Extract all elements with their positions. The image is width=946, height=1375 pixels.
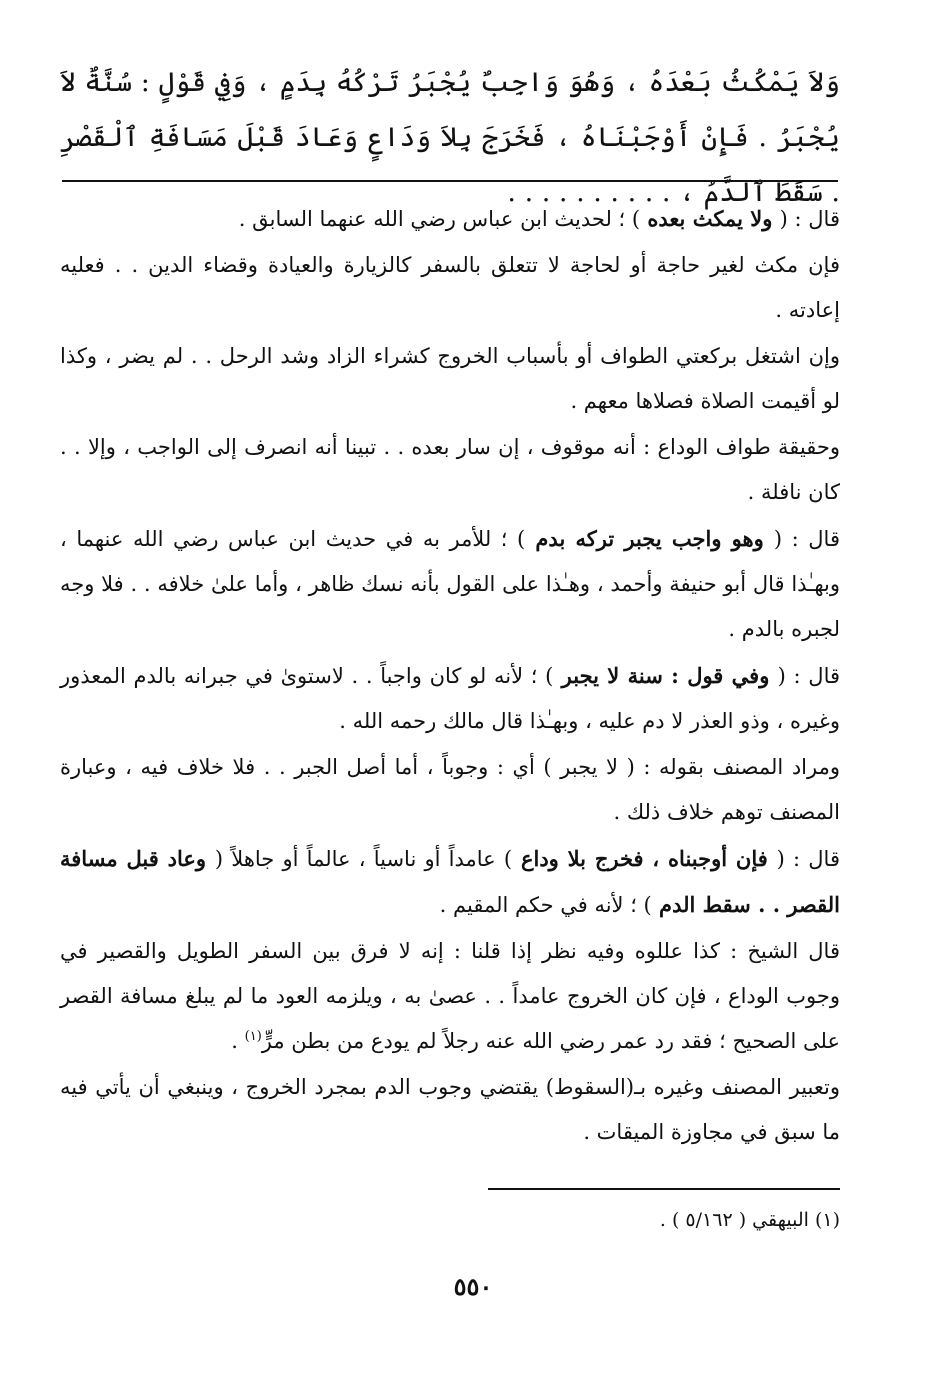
commentary-paragraph-10: وتعبير المصنف وغيره بـ(السقوط) يقتضي وجوب الدم بمجرد الخروج ، وينبغي أن يأتي فيه ما سبق في مجاوزة الميقات . <box>60 1075 840 1144</box>
footnote-reference[interactable]: (١) <box>244 1029 262 1044</box>
matn-divider <box>62 180 838 182</box>
commentary-paragraph-2: فإن مكث لغير حاجة أو لحاجة لا تتعلق بالسفر كالزيارة والعيادة وقضاء الدين . . فعليه إعادته . <box>60 253 840 322</box>
commentary-paragraph-9: قال الشيخ : كذا عللوه وفيه نظر إذا قلنا : إنه لا فرق بين السفر الطويل والقصير في وجوب الوداع ، فإن كان الخروج عامداً . . عصىٰ به ، ويلزمه العود ما لم يبلغ مسافة القصر على الصحيح ؛ فقد رد عمر رضي الله عنه رجلاً لم يودع من بطن مرٍّ$^{(١)}$ . <box>60 939 840 1053</box>
commentary-text: ) عامداً أو ناسياً ، عالماً أو جاهلاً ( <box>214 847 513 871</box>
commentary-block <box>60 196 840 1156</box>
commentary-text: ) ؛ للأمر به في حديث ابن عباس رضي الله عنهما ، وبهـٰذا قال أبو حنيفة وأحمد ، وهـٰذا على القول بأنه نسك ظاهر ، وأما علىٰ خلافه . . فلا وجه لجبره بالدم . <box>60 527 840 641</box>
page-number: ٥٥٠ <box>453 1272 493 1301</box>
quoted-matn: ولا يمكث بعده <box>640 206 780 231</box>
quoted-matn: وعاد قبل مسافة القصر . . سقط الدم <box>60 846 840 917</box>
commentary-paragraph-6 <box>60 653 840 744</box>
matn-ellipsis: . . . . . . . . . . <box>507 177 671 208</box>
matn-text: وَلاَ يَمْكُثُ بَعْدَهُ ، وَهُوَ وَاجِبٌ يُجْبَرُ تَرْكُهُ بِدَمٍ ، وَفِي قَوْلٍ : سُنَّةٌ لاَ يُجْبَرُ . فَإِنْ أَوْجَبْنَاهُ ، فَخَرَجَ بِلاَ وَدَاعٍ وَعَادَ قَبْلَ مَسَافَةِ ٱلْقَصْرِ . سَقَطَ ٱلدَّمُ ، <box>60 67 840 208</box>
commentary-paragraph-5 <box>60 516 840 652</box>
commentary-text: ) ؛ لأنه في حكم المقيم . <box>439 893 652 917</box>
commentary-text: ) ؛ لأنه لو كان واجباً . . لاستوىٰ في جبرانه بالدم المعذور وغيره ، وذو العذر لا دم عليه ، وبهـٰذا قال مالك رحمه الله . <box>60 664 840 733</box>
commentary-paragraph-7: ومراد المصنف بقوله : ( لا يجبر ) أي : وجوباً ، أما أصل الجبر . . فلا خلاف فيه ، وعبارة المصنف توهم خلاف ذلك . <box>60 755 840 824</box>
footnote <box>300 1205 840 1235</box>
commentary-paragraph-8 <box>60 836 840 928</box>
quoted-matn: وهو واجب يجبر تركه بدم <box>525 526 774 551</box>
commentary-paragraph-1 <box>60 196 840 242</box>
quoted-matn: وفي قول : سنة لا يجبر <box>553 663 778 688</box>
commentary-paragraph-3: وإن اشتغل بركعتي الطواف أو بأسباب الخروج كشراء الزاد وشد الرحل . . لم يضر ، وكذا لو أقيمت الصلاة فصلاها معهم . <box>60 344 840 413</box>
commentary-paragraph-4: وحقيقة طواف الوداع : أنه موقوف ، إن سار بعده . . تبينا أنه انصرف إلى الواجب ، وإلا . . كان نافلة . <box>60 435 840 504</box>
footnote-text: البيهقي ( ٥/١٦٢ ) . <box>659 1209 809 1231</box>
commentary-text: ) ؛ لحديث ابن عباس رضي الله عنهما السابق . <box>238 207 641 231</box>
footnote-divider <box>488 1188 840 1190</box>
matn-block <box>60 55 840 208</box>
quoted-matn: فإن أوجبناه ، فخرج بلا وداع <box>512 846 777 871</box>
quote-prefix: قال : ( <box>777 664 841 688</box>
footnote-number: (١) <box>814 1209 840 1231</box>
quote-prefix: قال : ( <box>776 847 840 871</box>
quote-prefix: قال : ( <box>773 527 840 551</box>
quote-prefix: قال : ( <box>779 207 840 231</box>
commentary-text: قال الشيخ : كذا عللوه وفيه نظر إذا قلنا : إنه لا فرق بين السفر الطويل والقصير في وجوب الوداع ، فإن كان الخروج عامداً . . عصىٰ به ، ويلزمه العود ما لم يبلغ مسافة القصر على الصحيح ؛ فقد رد عمر رضي الله عنه رجلاً لم يودع من بطن مرٍّ <box>60 939 840 1053</box>
